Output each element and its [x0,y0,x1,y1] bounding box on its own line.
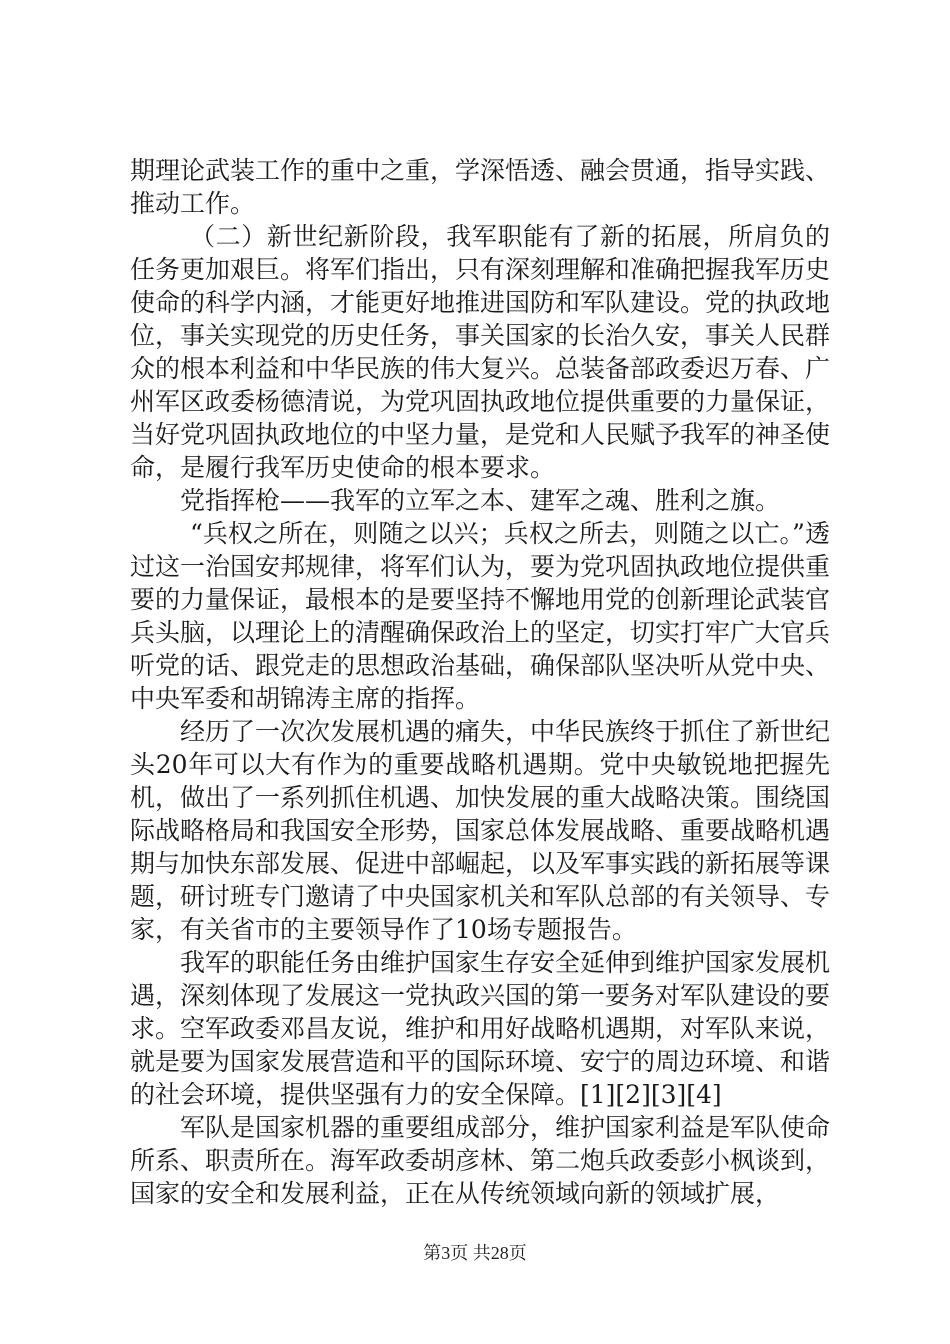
paragraph-party-command: 党指挥枪——我军的立军之本、建军之魂、胜利之旗。 [180,486,781,515]
paragraph-continued: 期理论武装工作的重中之重，学深悟透、融会贯通，指导实践、推动工作。 [130,156,831,218]
paragraph-military-functions: 我军的职能任务由维护国家生存安全延伸到维护国家发展机遇，深刻体现了发展这一党执政兴国的第一要务对军队建设的要求。空军政委邓昌友说，维护和用好战略机遇期，对军队来说，就是要为国家发展营造和平的国际环境、安宁的周边环境、和谐的社会环境，提供坚强有力的安全保障。[1][2][3][4] [130,948,831,1109]
document-body [130,154,830,1210]
paragraph-strategic-opportunity: 经历了一次次发展机遇的痛失，中华民族终于抓住了新世纪头20年可以大有作为的重要战略机遇期。党中央敏锐地把握先机，做出了一系列抓住机遇、加快发展的重大战略决策。围绕国际战略格局和我国安全形势，国家总体发展战略、重要战略机遇期与加快东部发展、促进中部崛起，以及军事实践的新拓展等课题，研讨班专门邀请了中央国家机关和军队总部的有关领导、专家，有关省市的主要领导作了10场专题报告。 [130,717,831,944]
paragraph-military-power-quote: “兵权之所在，则随之以兴；兵权之所去，则随之以亡。”透过这一治国安邦规律，将军们认为，要为党巩固执政地位提供重要的力量保证，最根本的是要坚持不懈地用党的创新理论武装官兵头脑，以理论上的清醒确保政治上的坚定，切实打牢广大官兵听党的话、跟党走的思想政治基础，确保部队坚决听从党中央、中央军委和胡锦涛主席的指挥。 [130,519,831,713]
paragraph-national-interests: 军队是国家机器的重要组成部分，维护国家利益是军队使命所系、职责所在。海军政委胡彦林、第二炮兵政委彭小枫谈到，国家的安全和发展利益，正在从传统领域向新的领域扩展， [130,1113,831,1208]
page-number-footer: 第3页 共28页 [423,1243,527,1263]
paragraph-section-two: （二）新世纪新阶段，我军职能有了新的拓展，所肩负的任务更加艰巨。将军们指出，只有深刻理解和准确把握我军历史使命的科学内涵，才能更好地推进国防和军队建设。党的执政地位，事关实现党的历史任务，事关国家的长治久安，事关人民群众的根本利益和中华民族的伟大复兴。总装备部政委迟万春、广州军区政委杨德清说，为党巩固执政地位提供重要的力量保证，当好党巩固执政地位的中坚力量，是党和人民赋予我军的神圣使命，是履行我军历史使命的根本要求。 [130,222,831,482]
